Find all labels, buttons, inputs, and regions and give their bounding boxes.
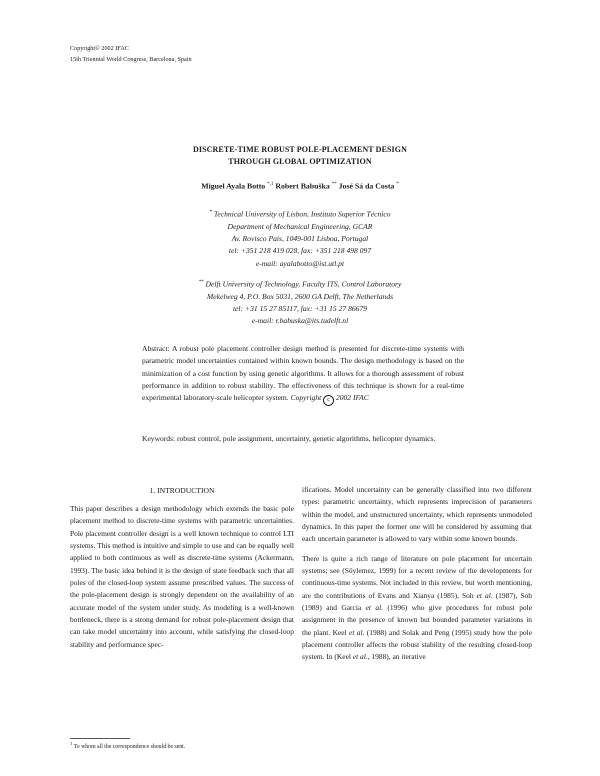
et-al: et al. <box>365 603 384 613</box>
section-heading-introduction: 1. INTRODUCTION <box>149 486 215 495</box>
affiliation-email: e-mail: r.babuska@its.tudelft.nl <box>251 316 349 326</box>
paragraph-text: This paper describes a design methodology which extends the basic pole placement method to discrete-time systems with parametric uncertainties. Pole placement controller design is a well known technique to control LTI systems. This method is intuitive and simple to use and can be equally well applied to both continuous as well as discrete-time systems (Ackermann, 1993). The basic idea behind it is the design of state feedback such that all poles of the closed-loop system assume prescribed values. The success of the pole-placement design is strongly dependent on the availability of an accurate model of the system under study. As modeling is a well-known bottleneck, there is a strong demand for robust pole-placement design that can take model uncertainty into account, while satisfying the closed-loop stability and performance spec- <box>70 504 294 649</box>
affiliation-line: Department of Mechanical Engineering, GCAR <box>227 221 373 231</box>
affiliation-line: Av. Rovisco Pais, 1049-001 Lisboa, Portugal <box>231 234 369 244</box>
footnote-text: To whom all the correspondence should be sent. <box>73 743 186 750</box>
footnote <box>70 741 185 750</box>
affiliation-lisbon <box>100 207 500 270</box>
affiliation-delft <box>100 277 500 328</box>
affiliation-line: Mekelweg 4, P.O. Box 5031, 2600 GA Delft, The Netherlands <box>206 291 394 301</box>
title-line-1: DISCRETE-TIME ROBUST POLE-PLACEMENT DESIGN <box>193 145 407 154</box>
author-mark: ** <box>331 182 337 187</box>
copyright-year: 2002 IFAC <box>101 45 129 52</box>
footnote-mark: 1 <box>70 741 73 746</box>
congress-line: 15th Triennial World Congress, Barcelona, Spain <box>70 55 192 63</box>
intro-paragraph-2: ifications. Model uncertainty can be generally classified into two different types: parametric uncertainty, which represents imprecision of parameters within the model, and unstructured uncertainty, which represents unmodeled dynamics. In this paper the former one will be considered by assuming that each uncertain parameter is allowed to vary within some known bounds. <box>302 485 532 544</box>
page-header <box>70 44 192 65</box>
affiliation-mark: * <box>209 210 212 215</box>
author-mark: * <box>396 182 399 187</box>
et-al: et al. <box>349 627 365 637</box>
author-mark: *,1 <box>267 182 274 187</box>
author-name: Miguel Ayala Botto <box>201 181 266 191</box>
affiliation-line: tel: +351 218 419 028, fax: +351 218 498 097 <box>228 246 372 256</box>
affiliation-email: e-mail: ayalabotto@ist.utl.pt <box>255 258 345 268</box>
intro-column-2 <box>302 484 532 664</box>
paragraph-text: There is quite a rich range of literature on pole placement for uncertain systems; see (Söylemez, 1999) for a recent review of the developments for continuous-time systems. Not included in this review, but worth mentioning, are the contributions of Evans and Xianya (1985), Soh <box>302 553 532 600</box>
affiliation-line <box>100 277 500 291</box>
affiliation-line <box>100 207 500 221</box>
paragraph-text: (1987), Soh (1989) and Garcia <box>302 590 533 613</box>
et-al: et al. <box>352 652 368 662</box>
abstract-copyright-label: Copyright <box>290 393 322 403</box>
paper-title <box>100 144 500 168</box>
author-list <box>100 179 500 192</box>
abstract-copyright-year: 2002 IFAC <box>335 393 369 403</box>
abstract-text: Abstract: A robust pole placement controller design method is presented for discrete-time systems with parametric model uncertainties contained within known bounds. The design methodology is based on the minimization of a cost function by using genetic algorithms. It allows for a thorough assessment of robust performance in addition to robust stability. The effectiveness of this technique is shown for a real-time experimental laboratory-scale helicopter system. <box>142 344 464 403</box>
affiliation-text: Delft University of Technology, Faculty ITS, Control Laboratory <box>205 279 402 289</box>
abstract <box>142 343 464 406</box>
copyright-line <box>70 44 192 55</box>
copyright-prefix: Copyright <box>70 45 96 52</box>
intro-paragraph-1 <box>70 503 294 651</box>
paragraph-text: (1988) and Solak and Peng (1995) study how the pole placement controller affects the robust stability of the resulting closed-loop system. In (Keel <box>302 627 533 662</box>
affiliation-text: Technical University of Lisbon, Instituto Superior Técnico <box>213 209 391 219</box>
copyright-symbol: © <box>95 45 100 52</box>
affiliation-mark: ** <box>198 280 204 285</box>
author-name: Robert Babuška <box>275 181 330 191</box>
affiliation-line: tel: +31 15 27 85117, fax: +31 15 27 86679 <box>232 304 368 314</box>
title-line-2: THROUGH GLOBAL OPTIMIZATION <box>228 157 372 166</box>
paragraph-text: (1996) who give procedures for robust pole assignment in the presence of known but bounded parameter variations in the plant. Keel <box>302 603 533 637</box>
author-name: José Sá da Costa <box>338 181 395 191</box>
et-al: et al. <box>476 590 493 600</box>
intro-paragraph-3 <box>302 553 532 664</box>
copyright-symbol: c <box>323 395 334 406</box>
keywords: Keywords: robust control, pole assignment, uncertainty, genetic algorithms, helicopter dynamics. <box>142 434 436 443</box>
footnote-rule <box>70 738 130 739</box>
paragraph-text: , 1988), an iterative <box>367 652 426 662</box>
